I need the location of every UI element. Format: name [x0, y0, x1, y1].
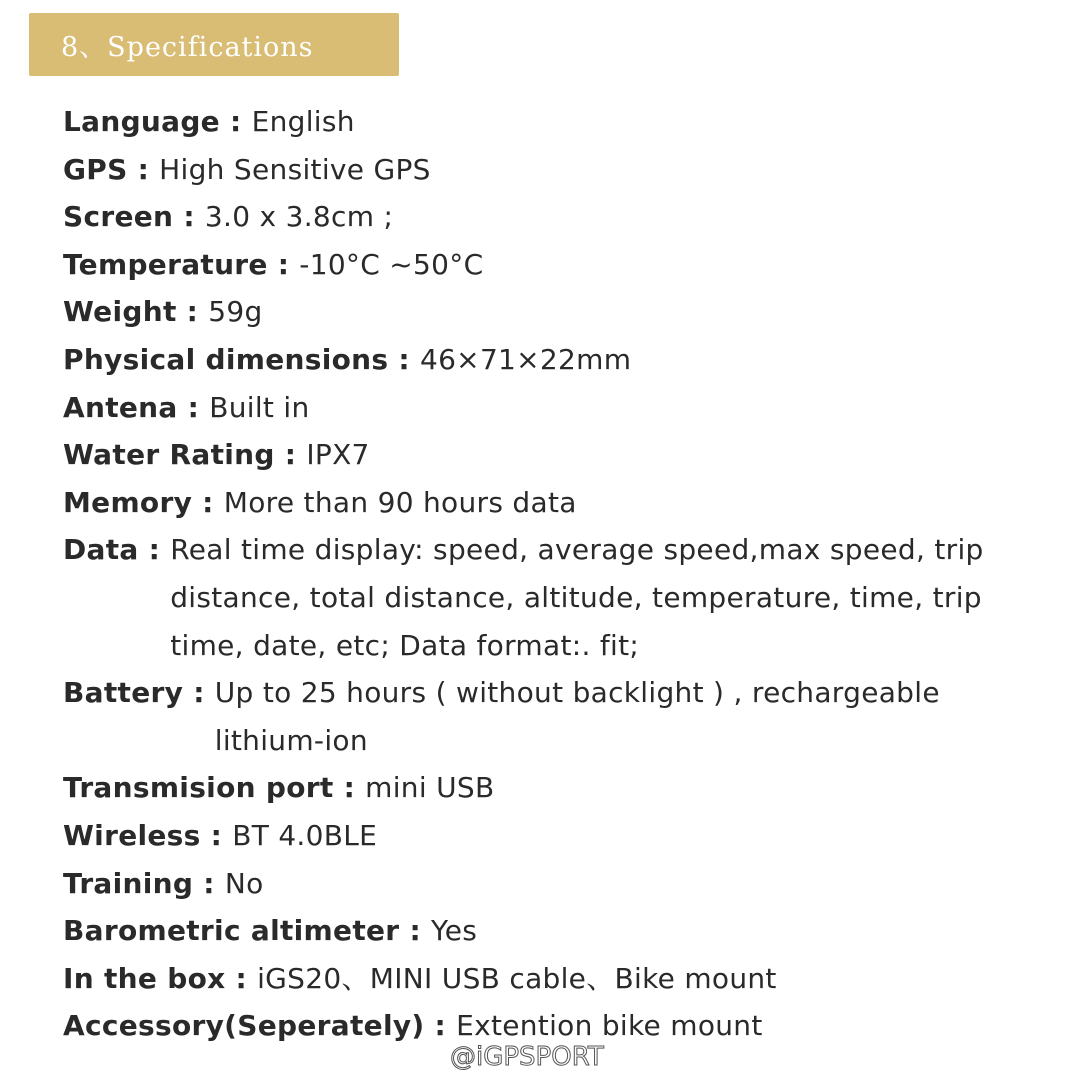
- spec-label: Physical dimensions :: [63, 342, 420, 376]
- spec-label: Training :: [63, 866, 225, 900]
- spec-label: Screen :: [63, 200, 205, 234]
- spec-label: Memory :: [63, 485, 224, 519]
- spec-row-antena: [63, 384, 1053, 432]
- spec-row-in-the-box: [63, 955, 1053, 1003]
- spec-value: More than 90 hours data: [223, 485, 577, 519]
- section-title: 8、Specifications: [61, 32, 314, 63]
- watermark: @iGPSPORT: [450, 1042, 604, 1072]
- spec-label: Barometric altimeter :: [63, 914, 432, 948]
- spec-row-training: [63, 860, 1053, 908]
- spec-value: High Sensitive GPS: [159, 152, 431, 186]
- spec-label: In the box :: [63, 961, 258, 995]
- spec-row-data: [63, 526, 1053, 669]
- spec-row-water-rating: [63, 431, 1053, 479]
- spec-row-battery: [63, 669, 1053, 764]
- spec-value: mini USB: [365, 771, 495, 805]
- spec-label: Weight :: [63, 295, 209, 329]
- spec-value: No: [224, 866, 264, 900]
- spec-row-temperature: [63, 241, 1053, 289]
- spec-label: Antena :: [63, 390, 210, 424]
- spec-value: -10°C ~50°C: [299, 247, 484, 281]
- spec-label: Temperature :: [63, 247, 300, 281]
- spec-value: Yes: [431, 914, 478, 948]
- spec-value: Extention bike mount: [456, 1009, 763, 1043]
- spec-label: Wireless :: [63, 818, 233, 852]
- spec-row-screen: [63, 193, 1053, 241]
- spec-row-transmision-port: [63, 764, 1053, 812]
- spec-value: English: [251, 105, 355, 138]
- spec-value: IPX7: [306, 438, 370, 472]
- spec-label: Accessory(Seperately) :: [63, 1009, 457, 1043]
- specifications-list: [63, 98, 1053, 1050]
- spec-value: Built in: [209, 390, 310, 424]
- spec-label: Battery :: [63, 676, 215, 710]
- section-header-bar: [29, 13, 399, 76]
- spec-row-physical-dimensions: [63, 336, 1053, 384]
- spec-value: 46×71×22mm: [419, 342, 632, 376]
- spec-row-gps: [63, 146, 1053, 194]
- spec-label: Data :: [63, 533, 171, 567]
- spec-row-memory: [63, 479, 1053, 527]
- spec-row-wireless: [63, 812, 1053, 860]
- spec-value: iGS20、MINI USB cable、Bike mount: [257, 961, 777, 995]
- spec-value: Up to 25 hours ( without backlight ) , rechargeable lithium-ion: [214, 676, 940, 757]
- spec-label: GPS :: [63, 152, 160, 186]
- spec-row-language: [63, 98, 1053, 146]
- spec-value: 59g: [208, 295, 263, 329]
- spec-value: 3.0 x 3.8cm ;: [204, 200, 394, 234]
- spec-value: Real time display: speed, average speed,max speed, trip distance, total distance, altitude, temperature, time, trip time, date, etc; Data format:. fit;: [170, 533, 984, 662]
- spec-label: Language :: [63, 105, 252, 138]
- spec-value: BT 4.0BLE: [232, 818, 378, 852]
- spec-label: Transmision port :: [63, 771, 366, 805]
- spec-row-weight: [63, 288, 1053, 336]
- spec-row-barometric-altimeter: [63, 907, 1053, 955]
- spec-label: Water Rating :: [63, 438, 307, 472]
